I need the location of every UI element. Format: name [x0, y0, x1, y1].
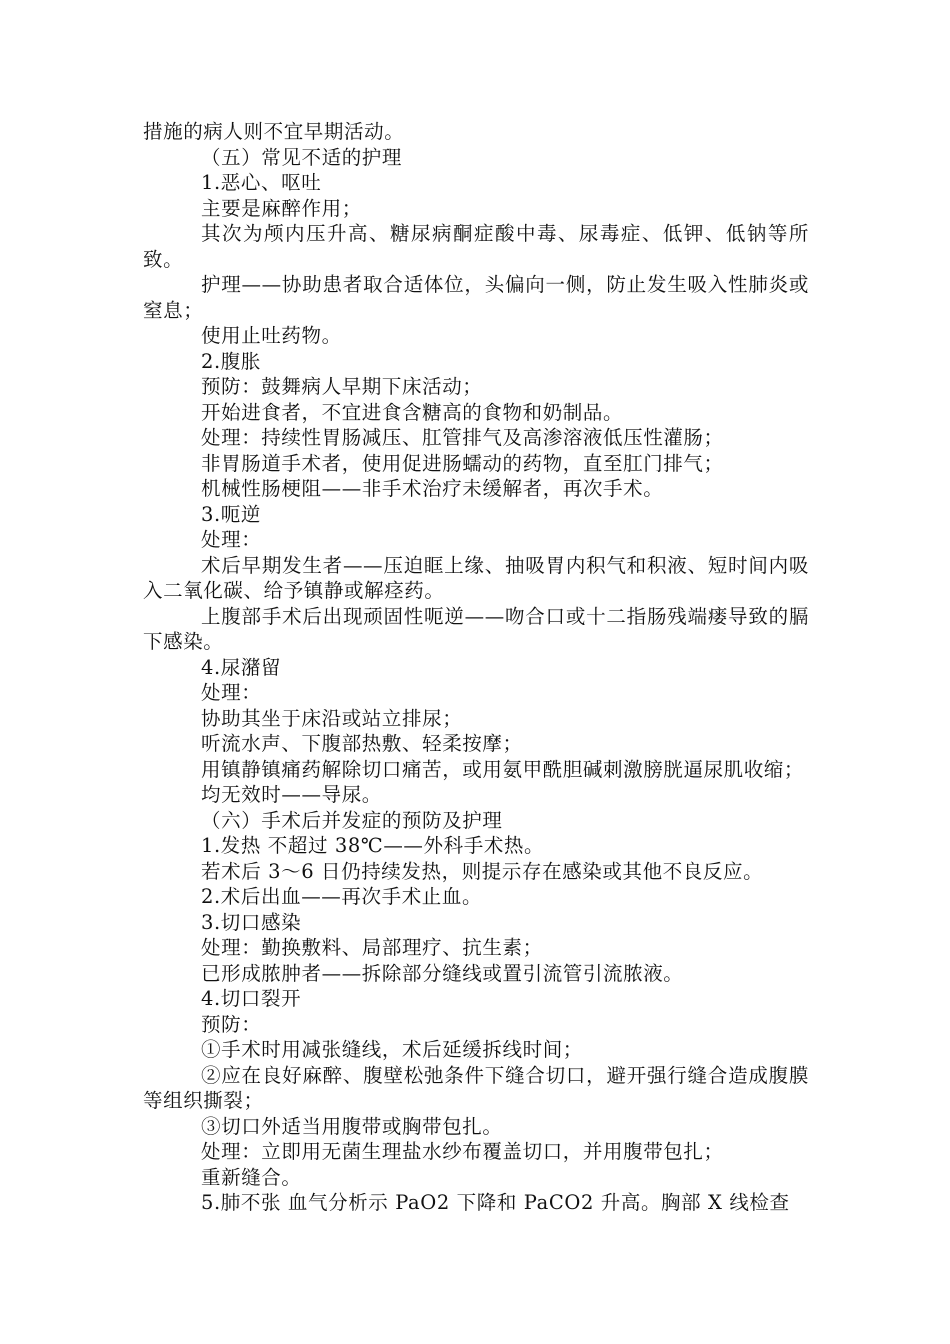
- paragraph: 上腹部手术后出现顽固性呃逆——吻合口或十二指肠残端瘘导致的膈下感染。: [143, 604, 809, 653]
- paragraph: 2.术后出血——再次手术止血。: [201, 885, 483, 908]
- paragraph: 重新缝合。: [201, 1165, 302, 1189]
- paragraph: 措施的病人则不宜早期活动。: [143, 120, 405, 143]
- paragraph: 4.尿潴留: [201, 655, 282, 679]
- paragraph: 用镇静镇痛药解除切口痛苦，或用氨甲酰胆碱刺激膀胱逼尿肌收缩；: [201, 757, 805, 781]
- paragraph: 处理：勤换敷料、局部理疗、抗生素；: [201, 936, 543, 959]
- paragraph: 均无效时——导尿。: [201, 783, 382, 806]
- paragraph: 使用止吐药物。: [201, 324, 342, 347]
- paragraph: 4.切口裂开: [201, 987, 302, 1010]
- paragraph: 已形成脓肿者——拆除部分缝线或置引流管引流脓液。: [201, 961, 684, 985]
- paragraph: ③切口外适当用腹带或胸带包扎。: [201, 1114, 503, 1138]
- paragraph: ①手术时用减张缝线，术后延缓拆线时间；: [201, 1038, 583, 1061]
- paragraph: 其次为颅内压升高、糖尿病酮症酸中毒、尿毒症、低钾、低钠等所致。: [143, 222, 809, 271]
- paragraph: 3.切口感染: [201, 910, 302, 934]
- paragraph: 预防：: [201, 1012, 262, 1036]
- paragraph: 1.发热 不超过 38℃——外科手术热。: [201, 834, 545, 857]
- paragraph: 开始进食者，不宜进食含糖高的食物和奶制品。: [201, 400, 624, 424]
- paragraph: 协助其坐于床沿或站立排尿；: [201, 706, 463, 730]
- paragraph: ②应在良好麻醉、腹壁松弛条件下缝合切口，避开强行缝合造成腹膜等组织撕裂；: [143, 1063, 809, 1112]
- paragraph: 处理：持续性胃肠减压、肛管排气及高渗溶液低压性灌肠；: [201, 426, 724, 449]
- paragraph: 术后早期发生者——压迫眶上缘、抽吸胃内积气和积液、短时间内吸入二氧化碳、给予镇静或解痉药。: [143, 553, 809, 602]
- paragraph: 3.呃逆: [201, 502, 262, 526]
- paragraph: 非胃肠道手术者，使用促进肠蠕动的药物，直至肛门排气；: [201, 451, 724, 475]
- paragraph: （六）手术后并发症的预防及护理: [201, 808, 503, 832]
- paragraph: 5.肺不张 血气分析示 PaO2 下降和 PaCO2 升高。胸部 X 线检查: [201, 1191, 790, 1214]
- paragraph: 处理：: [201, 681, 262, 704]
- paragraph: 若术后 3～6 日仍持续发热，则提示存在感染或其他不良反应。: [201, 859, 764, 883]
- paragraph: 护理——协助患者取合适体位，头偏向一侧，防止发生吸入性肺炎或窒息；: [143, 273, 809, 322]
- paragraph: 1.恶心、呕吐: [201, 171, 322, 194]
- paragraph: 处理：立即用无菌生理盐水纱布覆盖切口，并用腹带包扎；: [201, 1140, 724, 1163]
- paragraph: （五）常见不适的护理: [201, 145, 403, 169]
- paragraph: 机械性肠梗阻——非手术治疗未缓解者，再次手术。: [201, 477, 664, 500]
- paragraph: 2.腹胀: [201, 349, 262, 373]
- paragraph: 预防：鼓舞病人早期下床活动；: [201, 375, 483, 398]
- paragraph: 主要是麻醉作用；: [201, 196, 362, 220]
- paragraph: 听流水声、下腹部热敷、轻柔按摩；: [201, 732, 523, 755]
- paragraph: 处理：: [201, 528, 262, 551]
- document-body: [143, 119, 809, 1216]
